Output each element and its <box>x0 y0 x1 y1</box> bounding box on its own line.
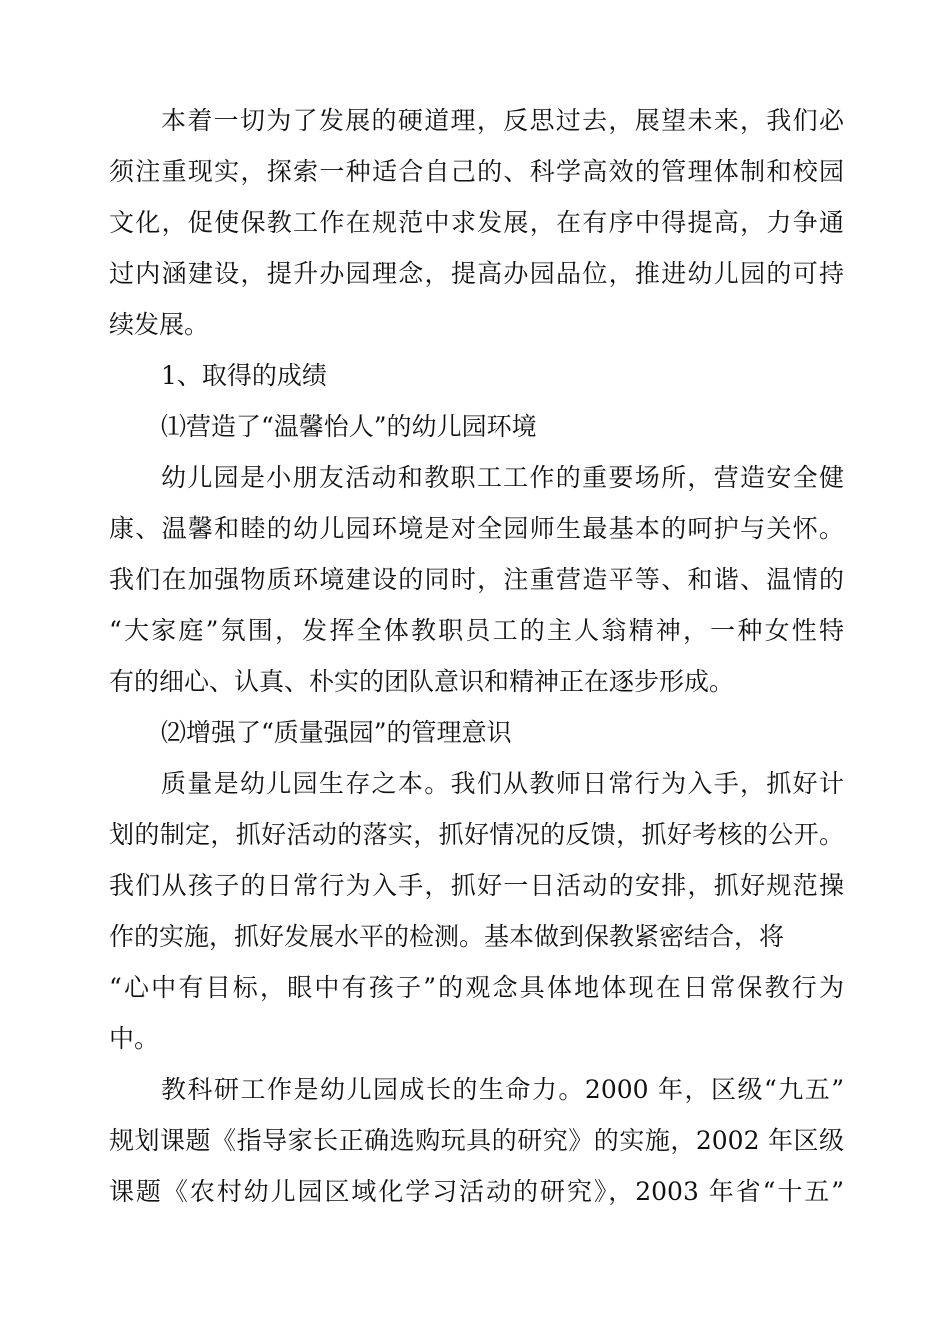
document-body <box>109 95 844 1217</box>
subsection-heading-environment <box>109 401 844 452</box>
text-line: 规划课题《指导家长正确选购玩具的研究》的实施，2002 年区级 <box>109 1126 844 1155</box>
paragraph-intro <box>109 95 844 350</box>
text-line: 须注重现实，探索一种适合自己的、科学高效的管理体制和校园 <box>109 157 844 186</box>
text-line: 教科研工作是幼儿园成长的生命力。2000 年，区级“九五” <box>161 1075 844 1104</box>
text-line: 划的制定，抓好活动的落实，抓好情况的反馈，抓好考核的公开。 <box>109 820 844 849</box>
text-line: 质量是幼儿园生存之本。我们从教师日常行为入手，抓好计 <box>161 769 844 798</box>
paragraph-environment <box>109 452 844 707</box>
text-line: 本着一切为了发展的硬道理，反思过去，展望未来，我们必 <box>161 106 844 135</box>
text-line: 有的细心、认真、朴实的团队意识和精神正在逐步形成。 <box>109 667 735 696</box>
subsection-heading-quality <box>109 707 844 758</box>
text-line: 文化，促使保教工作在规范中求发展，在有序中得提高，力争通 <box>109 208 844 237</box>
text-line: 中。 <box>109 1024 160 1053</box>
text-line: 康、温馨和睦的幼儿园环境是对全园师生最基本的呵护与关怀。 <box>109 514 844 543</box>
text-line: “心中有目标，眼中有孩子”的观念具体地体现在日常保教行为 <box>109 973 844 1002</box>
text-line: 我们从孩子的日常行为入手，抓好一日活动的安排，抓好规范操 <box>109 871 844 900</box>
heading-line: ⑵增强了“质量强园”的管理意识 <box>161 718 512 747</box>
paragraph-research <box>109 1064 844 1217</box>
text-line: 续发展。 <box>109 310 210 339</box>
heading-line: ⑴营造了“温馨怡人”的幼儿园环境 <box>161 412 537 441</box>
text-line: 过内涵建设，提升办园理念，提高办园品位，推进幼儿园的可持 <box>109 259 844 288</box>
text-line: 我们在加强物质环境建设的同时，注重营造平等、和谐、温情的 <box>109 565 844 594</box>
text-line: 幼儿园是小朋友活动和教职工工作的重要场所，营造安全健 <box>161 463 844 492</box>
paragraph-quality <box>109 758 844 1064</box>
text-line: 作的实施，抓好发展水平的检测。基本做到保教紧密结合，将 <box>109 922 785 951</box>
heading-line: 1、取得的成绩 <box>161 361 327 390</box>
text-line: 课题《农村幼儿园区域化学习活动的研究》，2003 年省“十五” <box>109 1177 844 1206</box>
section-heading <box>109 350 844 401</box>
text-line: “大家庭”氛围，发挥全体教职员工的主人翁精神，一种女性特 <box>109 616 844 645</box>
